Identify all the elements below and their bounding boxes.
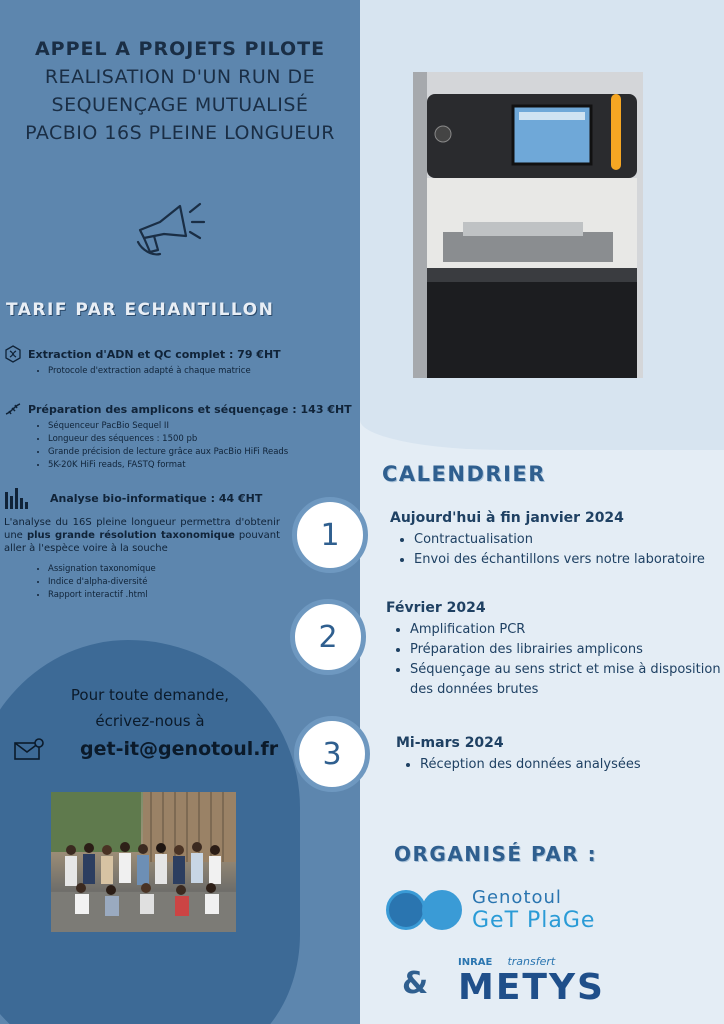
step-bullet: • Envoi des échantillons vers notre laboratoire <box>414 550 705 570</box>
tarif-bullet: • Grande précision de lecture grâce aux PacBio HiFi Reads <box>48 446 354 459</box>
getplage-logo <box>386 882 626 938</box>
calendar-step-3 <box>396 735 641 775</box>
dna-icon <box>4 400 22 418</box>
inrae-label: INRAE <box>458 957 493 968</box>
dna-box-icon <box>4 345 22 363</box>
step-bullets <box>414 530 705 570</box>
team-photo <box>51 792 236 932</box>
organizers-heading: ORGANISÉ PAR : <box>394 842 598 866</box>
sequencer-photo <box>413 72 643 378</box>
step-title: Aujourd'hui à fin janvier 2024 <box>390 510 624 526</box>
contact-email-link[interactable]: get-it@genotoul.fr <box>80 738 279 760</box>
tarif-item-title: Préparation des amplicons et séquençage : 143 €HT <box>28 402 352 416</box>
sequencer-illustration <box>413 72 643 378</box>
tarif-bullet: • 5K-20K HiFi reads, FASTQ format <box>48 459 354 472</box>
tarif-bullet: • Séquenceur PacBio Sequel II <box>48 420 354 433</box>
title-line-3: SEQUENÇAGE MUTUALISÉ <box>51 94 309 116</box>
tarif-bullet: • Longueur des séquences : 1500 pb <box>48 433 354 446</box>
step-bullet: • Réception des données analysées <box>420 755 641 775</box>
calendar-step-2 <box>386 600 722 700</box>
mail-icon <box>14 738 44 760</box>
step-bullet: • Préparation des librairies amplicons <box>410 640 722 660</box>
getplage-logo-circles <box>386 890 462 930</box>
step-number-3: 3 <box>294 716 370 792</box>
tarif-bullet: • Rapport interactif .html <box>48 589 354 602</box>
bar-chart-icon <box>4 486 30 510</box>
calendar-step-1 <box>390 510 705 570</box>
tarif-item-sequencing <box>4 400 354 472</box>
tarif-bullet: • Indice d'alpha-diversité <box>48 576 354 589</box>
step-number-1: 1 <box>292 497 368 573</box>
ampersand: & <box>402 966 429 1001</box>
email-row <box>14 738 278 760</box>
title-line-4: PACBIO 16S PLEINE LONGUEUR <box>25 122 335 144</box>
step-bullet: • Contractualisation <box>414 530 705 550</box>
step-bullet: • Amplification PCR <box>410 620 722 640</box>
page-title <box>0 38 360 144</box>
team-photo-illustration <box>51 792 236 932</box>
getplage-line-1: Genotoul <box>472 887 562 908</box>
tarif-bullet: • Assignation taxonomique <box>48 563 354 576</box>
metys-name: METYS <box>458 967 605 1008</box>
calendar-heading: CALENDRIER <box>382 462 546 486</box>
tarif-item-bullets <box>48 420 354 472</box>
contact-line-2: écrivez-nous à <box>95 712 205 730</box>
tarif-item-title: Analyse bio-informatique : 44 €HT <box>50 491 263 505</box>
contact-text <box>0 682 300 734</box>
title-line-2: REALISATION D'UN RUN DE <box>44 66 316 88</box>
tarif-bullet: • Protocole d'extraction adapté à chaque matrice <box>48 365 354 378</box>
tarif-item-bullets <box>48 563 354 602</box>
contact-line-1: Pour toute demande, <box>70 686 230 704</box>
title-line-1: APPEL A PROJETS PILOTE <box>34 38 326 60</box>
transfert-label: transfert <box>507 955 556 968</box>
metys-logo <box>458 950 638 1007</box>
step-title: Février 2024 <box>386 600 486 616</box>
step-bullets <box>420 755 641 775</box>
tarif-heading: TARIF PAR ECHANTILLON <box>6 300 275 320</box>
bioinfo-description: L'analyse du 16S pleine longueur permettra d'obtenir une plus grande résolution taxonomique pouvant aller à l'espèce voire à la souche <box>4 517 280 554</box>
tarif-item-extraction <box>4 345 354 378</box>
tarif-item-title: Extraction d'ADN et QC complet : 79 €HT <box>28 347 281 361</box>
tarif-item-bullets <box>48 365 354 378</box>
megaphone-icon <box>130 192 210 262</box>
step-bullet: • Séquençage au sens strict et mise à disposition des données brutes <box>410 660 722 700</box>
step-bullets <box>410 620 722 700</box>
step-number-2: 2 <box>290 599 366 675</box>
step-title: Mi-mars 2024 <box>396 735 504 751</box>
getplage-line-2: GeT PlaGe <box>472 908 596 933</box>
